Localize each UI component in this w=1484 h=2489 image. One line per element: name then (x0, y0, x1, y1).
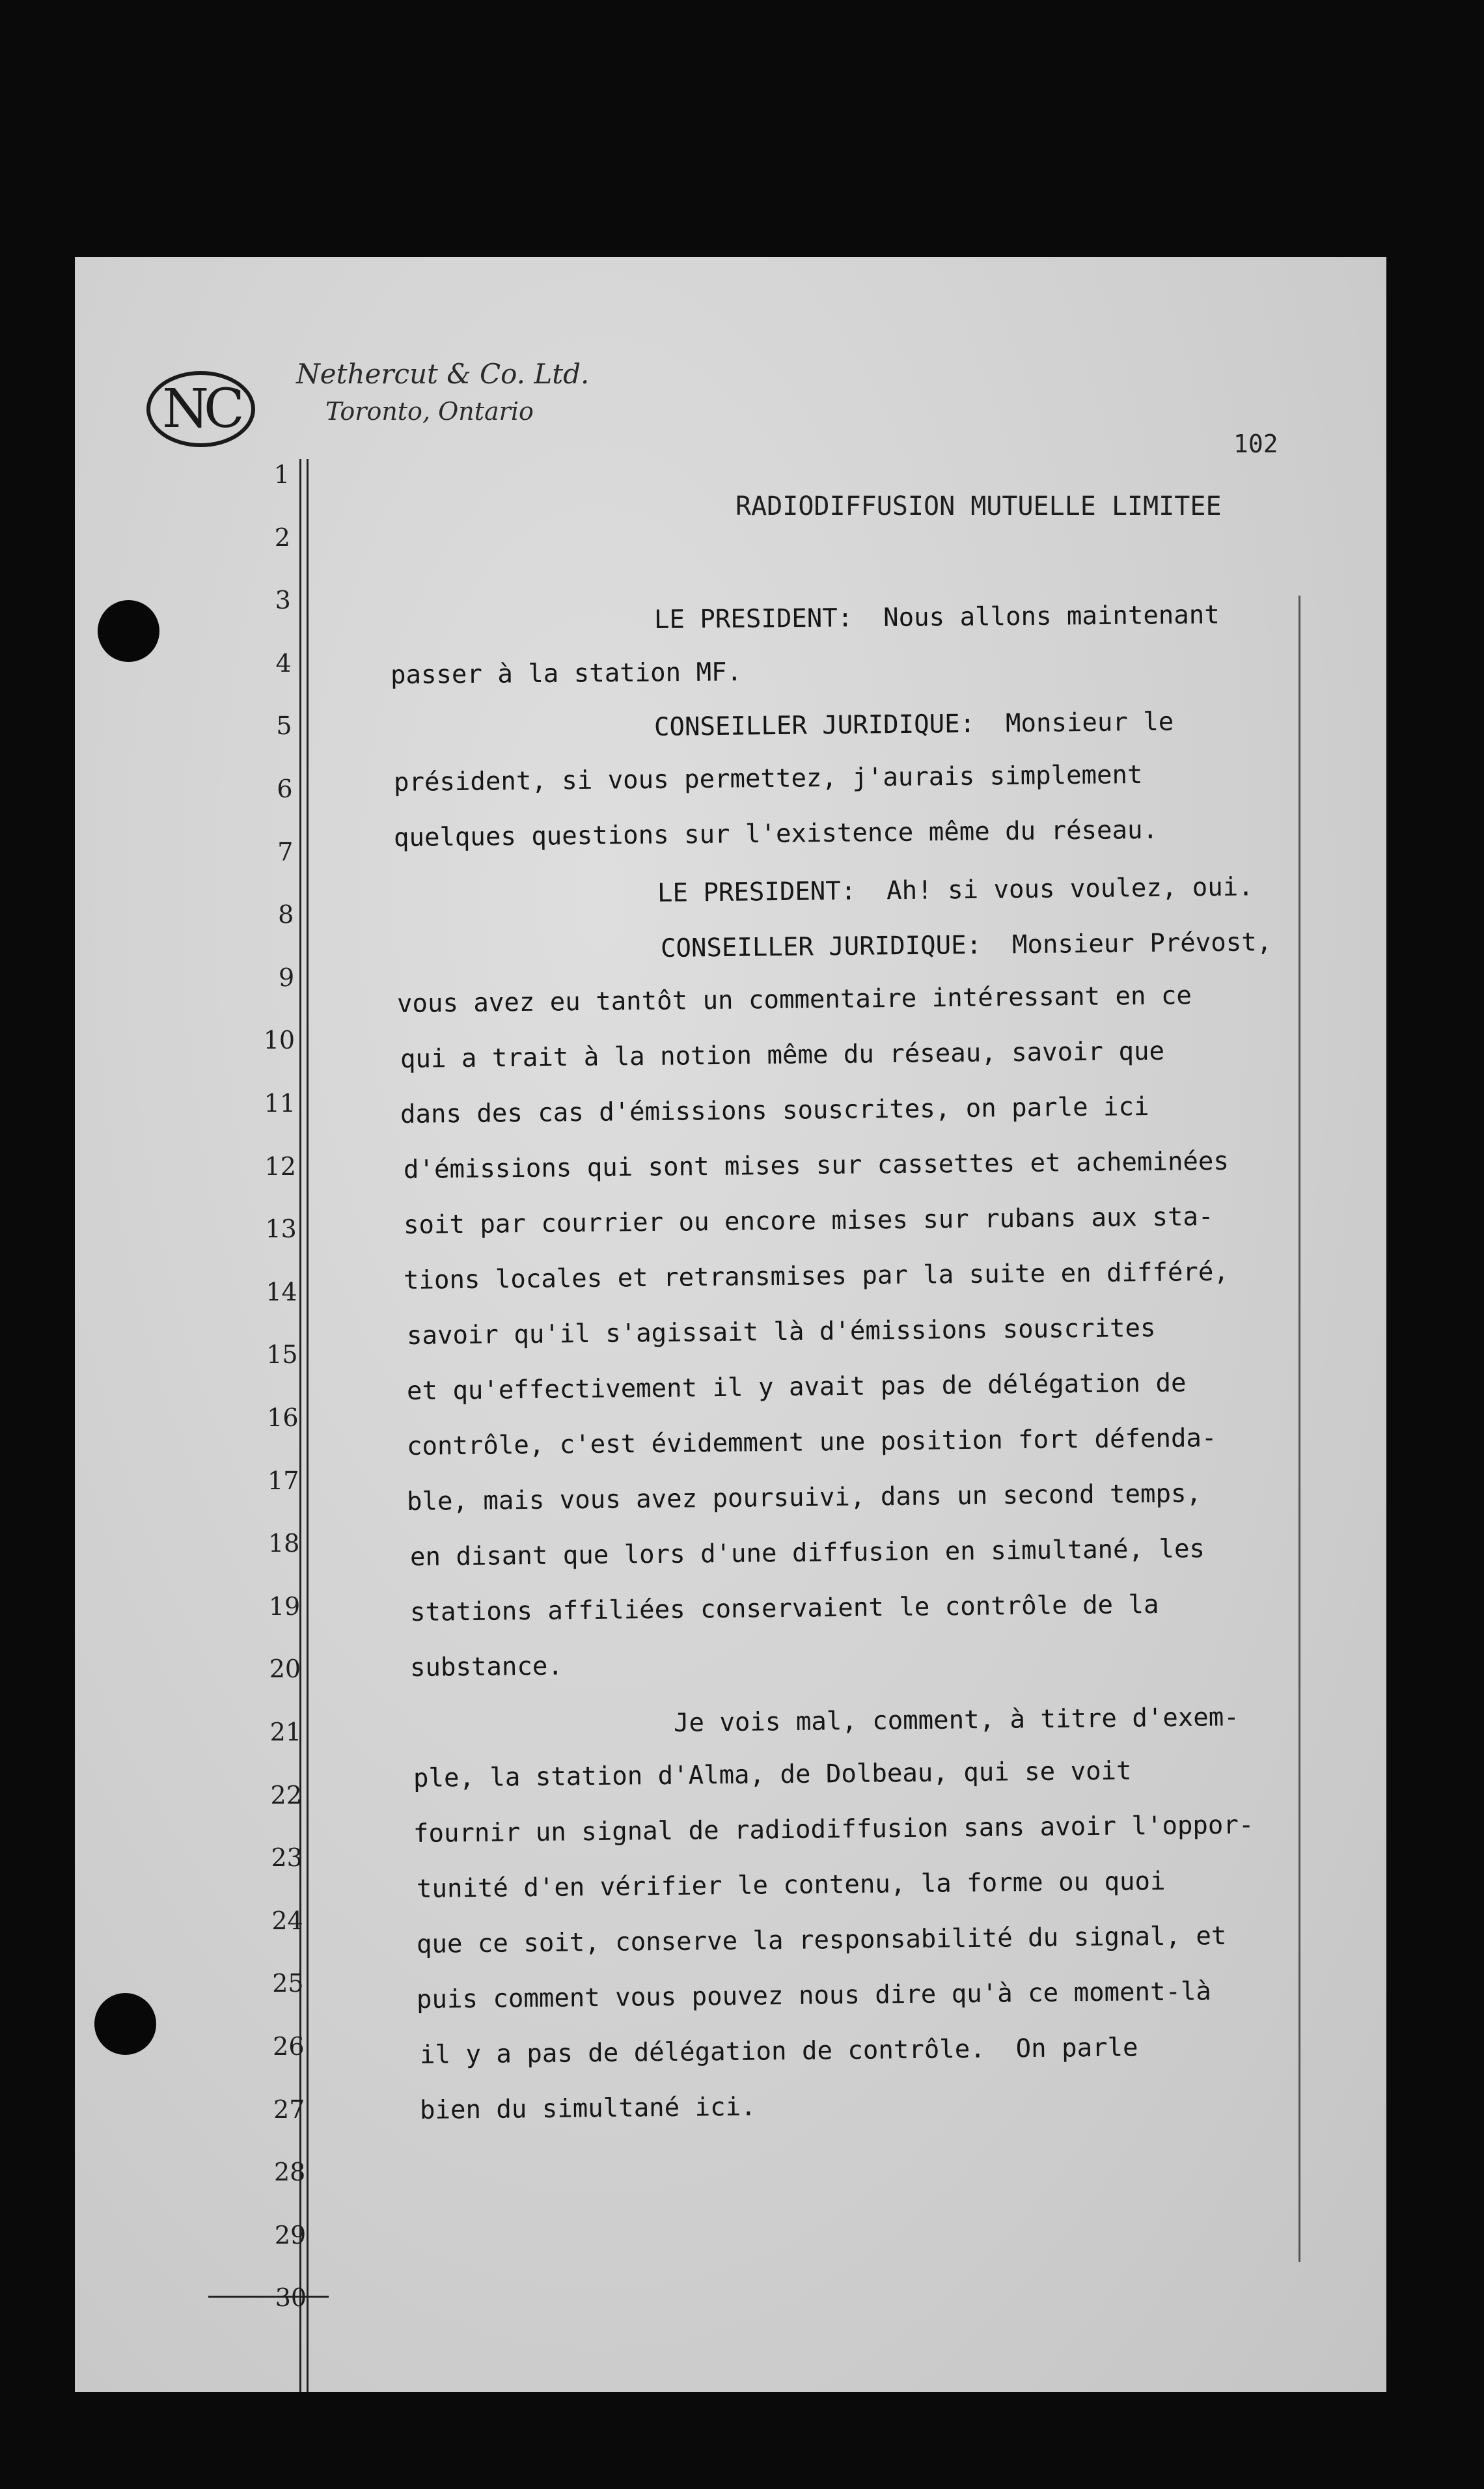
line-number: 14 (266, 1277, 297, 1306)
right-margin-rule (1298, 596, 1300, 2262)
transcript-line: il y a pas de délégation de contrôle. On parle (419, 2033, 1138, 2070)
transcript-line: bien du simultané ici. (419, 2092, 756, 2125)
line-number: 27 (273, 2095, 305, 2124)
header-title: RADIODIFFUSION MUTUELLE LIMITEE (735, 491, 1222, 521)
transcript-line: d'émissions qui sont mises sur cassettes et acheminées (403, 1146, 1230, 1185)
company-logo (146, 371, 255, 447)
transcript-line: CONSEILLER JURIDIQUE: Monsieur Prévost, (660, 928, 1272, 963)
line-number: 28 (273, 2158, 306, 2187)
line-number: 29 (274, 2220, 307, 2249)
transcript-line: soit par courrier ou encore mises sur rubans aux sta- (403, 1202, 1214, 1240)
transcript-line: substance. (409, 1651, 564, 1683)
margin-rule-right (307, 459, 309, 2392)
transcript-line: Je vois mal, comment, à titre d'exem- (673, 1702, 1239, 1738)
transcript-line: savoir qu'il s'agissait là d'émissions souscrites (406, 1313, 1156, 1351)
line-number: 23 (271, 1843, 303, 1873)
line-number: 15 (266, 1340, 298, 1369)
transcript-line: LE PRESIDENT: Ah! si vous voulez, oui. (657, 872, 1254, 908)
transcript-line: LE PRESIDENT: Nous allons maintenant (653, 600, 1220, 635)
transcript-line: et qu'effectivement il y avait pas de délégation de (406, 1368, 1187, 1406)
line-number: 4 (275, 648, 292, 678)
line-number: 17 (268, 1466, 299, 1495)
transcript-line: tions locales et retransmises par la suite en différé, (403, 1257, 1230, 1295)
binder-hole-bottom (94, 1993, 156, 2055)
transcript-line: vous avez eu tantôt un commentaire intéressant en ce (396, 981, 1192, 1019)
transcript-line: président, si vous permettez, j'aurais simplement (393, 760, 1143, 797)
transcript-line: passer à la station MF. (390, 657, 743, 690)
line-number: 18 (268, 1529, 300, 1558)
transcript-line: fournir un signal de radiodiffusion sans avoir l'oppor- (413, 1810, 1254, 1849)
transcript-line: stations affiliées conservaient le contrôle de la (409, 1589, 1159, 1627)
line-number: 11 (264, 1089, 295, 1118)
company-city: Toronto, Ontario (325, 397, 534, 426)
line-number: 1 (273, 460, 290, 489)
line-number: 5 (276, 711, 292, 741)
transcript-line: en disant que lors d'une diffusion en simultané, les (409, 1534, 1205, 1572)
company-name: Nethercut & Co. Ltd. (296, 358, 590, 390)
line-number: 26 (273, 2032, 305, 2061)
line-number: 13 (265, 1215, 297, 1244)
line-number: 2 (274, 523, 290, 552)
line-number: 20 (269, 1655, 301, 1684)
line-number: 19 (268, 1591, 301, 1621)
transcript-line: CONSEILLER JURIDIQUE: Monsieur le (653, 707, 1174, 742)
line-number: 8 (278, 900, 294, 929)
line-number: 24 (271, 1906, 303, 1935)
transcript-line: dans des cas d'émissions souscrites, on parle ici (400, 1092, 1149, 1129)
line-number: 25 (272, 1969, 304, 1998)
line-number: 16 (267, 1403, 299, 1432)
transcript-line: tunité d'en vérifier le contenu, la forme ou quoi (416, 1866, 1166, 1904)
line-number: 9 (279, 963, 295, 992)
line-number: 10 (263, 1026, 295, 1055)
line-number: 30 (275, 2283, 307, 2313)
line-number: 21 (269, 1718, 301, 1746)
logo-letters: NC (162, 378, 240, 440)
line-number: 3 (275, 586, 291, 615)
transcript-line: que ce soit, conserve la responsabilité du signal, et (416, 1921, 1227, 1959)
line-number: 6 (277, 775, 293, 803)
page-number: 102 (1233, 430, 1278, 458)
binder-hole-top (98, 600, 159, 662)
line-number: 7 (277, 837, 294, 866)
transcript-line: ple, la station d'Alma, de Dolbeau, qui se voit (413, 1756, 1132, 1793)
transcript-line: contrôle, c'est évidemment une position fort défenda- (406, 1423, 1217, 1461)
line-number: 12 (264, 1151, 296, 1181)
transcript-page (75, 257, 1386, 2392)
transcript-line: quelques questions sur l'existence même du réseau. (393, 815, 1159, 853)
transcript-line: qui a trait à la notion même du réseau, savoir que (400, 1036, 1165, 1074)
transcript-line: ble, mais vous avez poursuivi, dans un second temps, (406, 1479, 1202, 1517)
line-number: 22 (270, 1780, 302, 1809)
transcript-line: puis comment vous pouvez nous dire qu'à ce moment-là (416, 1977, 1212, 2015)
